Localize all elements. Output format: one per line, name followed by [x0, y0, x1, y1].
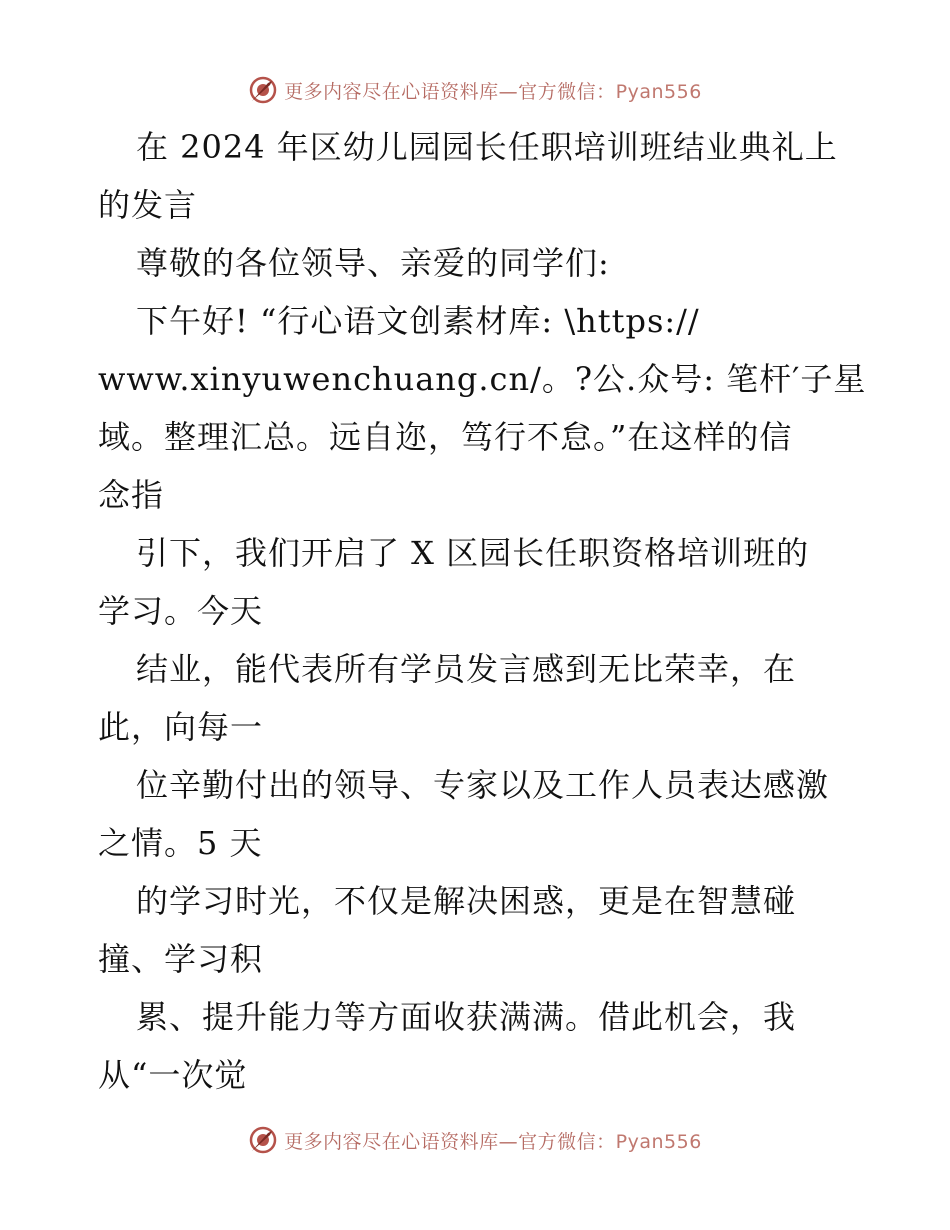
paragraph-line: 下午好! “行心语文创素材库: \https://: [136, 302, 700, 340]
paragraph-line: 结业，能代表所有学员发言感到无比荣幸，在: [136, 650, 797, 688]
paragraph-line: 念指: [98, 476, 165, 514]
title-line-2: 的发言: [98, 186, 198, 224]
paragraph-line: 引下，我们开启了 X 区园长任职资格培训班的: [136, 534, 810, 572]
quill-logo-icon: [248, 75, 278, 105]
header-banner: [0, 70, 950, 110]
quill-logo-icon: [248, 1125, 278, 1155]
paragraph-line: 位辛勤付出的领导、专家以及工作人员表达感激: [136, 766, 830, 804]
paragraph-line: 学习。今天: [98, 592, 264, 630]
title-line-1: 在 2024 年区幼儿园园长任职培训班结业典礼上: [136, 128, 838, 166]
paragraph-line: 撞、学习积: [98, 940, 264, 978]
paragraph-line: 的学习时光，不仅是解决困惑，更是在智慧碰: [136, 882, 797, 920]
paragraph-line: 累、提升能力等方面收获满满。借此机会，我: [136, 998, 797, 1036]
banner-text: 更多内容尽在心语资料库—官方微信：Pyan556: [284, 80, 702, 103]
paragraph-line: 此，向每一: [98, 708, 264, 746]
paragraph-line: 之情。5 天: [98, 824, 263, 862]
banner-text: 更多内容尽在心语资料库—官方微信：Pyan556: [284, 1130, 702, 1153]
footer-banner: [0, 1120, 950, 1160]
paragraph-line: www.xinyuwenchuang.cn/。?公.众号: 笔杆′子星: [98, 360, 867, 398]
paragraph-line: 域。整理汇总。远自迩，笃行不怠。”在这样的信: [98, 418, 793, 456]
wechat-id: Pyan556: [615, 80, 702, 103]
greeting-line: 尊敬的各位领导、亲爱的同学们:: [136, 244, 610, 282]
document-body: [98, 118, 867, 1104]
paragraph-line: 从“一次觉: [98, 1056, 248, 1094]
wechat-id: Pyan556: [615, 1130, 702, 1153]
